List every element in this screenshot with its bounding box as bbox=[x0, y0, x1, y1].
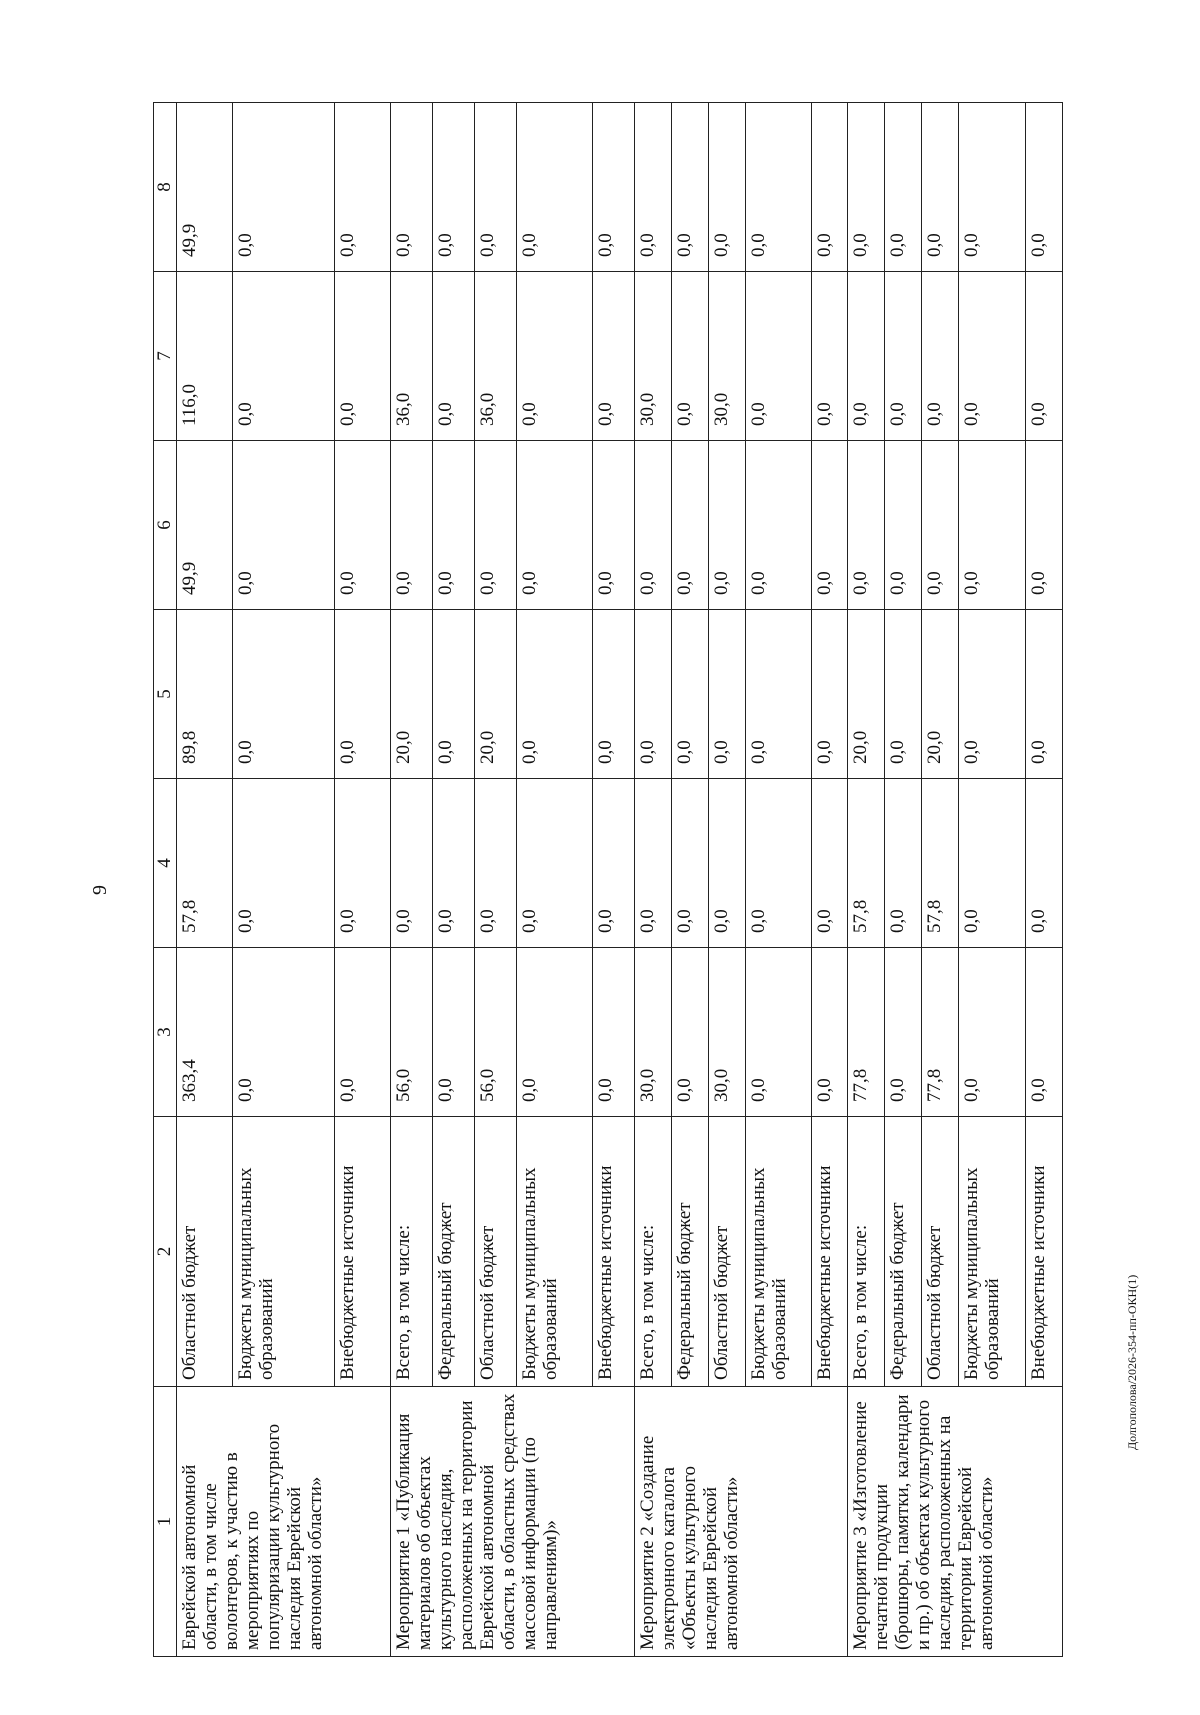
amount-cell: 0,0 bbox=[708, 103, 745, 272]
col-header: 1 bbox=[154, 1387, 177, 1657]
amount-cell: 0,0 bbox=[848, 103, 885, 272]
amount-cell: 0,0 bbox=[433, 948, 475, 1117]
amount-cell: 0,0 bbox=[593, 779, 635, 948]
funding-source: Внебюджетные источники bbox=[593, 1117, 635, 1387]
amount-cell: 0,0 bbox=[1025, 441, 1062, 610]
amount-cell: 20,0 bbox=[848, 610, 885, 779]
funding-source: Областной бюджет bbox=[708, 1117, 745, 1387]
activity-name: Мероприятие 1 «Публикация материалов об объектах культурного наследия, расположенных на территории Еврейской автономной области, в областных средствах массовой информации (по направлениям)» bbox=[391, 1387, 635, 1657]
amount-cell: 0,0 bbox=[335, 272, 391, 441]
funding-source: Внебюджетные источники bbox=[1025, 1117, 1062, 1387]
amount-cell: 0,0 bbox=[335, 441, 391, 610]
amount-cell: 0,0 bbox=[1025, 948, 1062, 1117]
amount-cell: 49,9 bbox=[177, 441, 233, 610]
amount-cell: 0,0 bbox=[1025, 610, 1062, 779]
amount-cell: 0,0 bbox=[233, 610, 335, 779]
table-body bbox=[177, 103, 1063, 1657]
funding-source: Бюджеты муниципальных образований bbox=[745, 1117, 811, 1387]
amount-cell: 20,0 bbox=[475, 610, 517, 779]
amount-cell: 0,0 bbox=[1025, 103, 1062, 272]
amount-cell: 0,0 bbox=[848, 441, 885, 610]
amount-cell: 0,0 bbox=[885, 779, 922, 948]
amount-cell: 0,0 bbox=[811, 103, 848, 272]
table-row bbox=[391, 103, 433, 1657]
amount-cell: 57,8 bbox=[922, 779, 959, 948]
amount-cell: 0,0 bbox=[433, 779, 475, 948]
col-header: 5 bbox=[154, 610, 177, 779]
funding-source: Бюджеты муниципальных образований bbox=[517, 1117, 593, 1387]
amount-cell: 30,0 bbox=[708, 272, 745, 441]
amount-cell: 0,0 bbox=[922, 441, 959, 610]
amount-cell: 57,8 bbox=[177, 779, 233, 948]
amount-cell: 0,0 bbox=[391, 779, 433, 948]
amount-cell: 0,0 bbox=[335, 103, 391, 272]
funding-source: Областной бюджет bbox=[177, 1117, 233, 1387]
amount-cell: 0,0 bbox=[959, 610, 1026, 779]
amount-cell: 0,0 bbox=[475, 441, 517, 610]
amount-cell: 0,0 bbox=[233, 779, 335, 948]
funding-source: Областной бюджет bbox=[922, 1117, 959, 1387]
table-row bbox=[635, 103, 672, 1657]
amount-cell: 0,0 bbox=[635, 610, 672, 779]
col-header: 2 bbox=[154, 1117, 177, 1387]
amount-cell: 56,0 bbox=[391, 948, 433, 1117]
amount-cell: 57,8 bbox=[848, 779, 885, 948]
amount-cell: 0,0 bbox=[811, 272, 848, 441]
amount-cell: 0,0 bbox=[811, 441, 848, 610]
amount-cell: 0,0 bbox=[1025, 779, 1062, 948]
amount-cell: 0,0 bbox=[708, 779, 745, 948]
amount-cell: 49,9 bbox=[177, 103, 233, 272]
amount-cell: 0,0 bbox=[672, 948, 709, 1117]
table-row bbox=[848, 103, 885, 1657]
amount-cell: 0,0 bbox=[233, 272, 335, 441]
amount-cell: 0,0 bbox=[672, 103, 709, 272]
amount-cell: 30,0 bbox=[708, 948, 745, 1117]
amount-cell: 0,0 bbox=[335, 948, 391, 1117]
page-number: 9 bbox=[89, 885, 111, 895]
amount-cell: 0,0 bbox=[885, 103, 922, 272]
col-header: 6 bbox=[154, 441, 177, 610]
funding-table-container bbox=[153, 102, 1063, 1657]
amount-cell: 0,0 bbox=[593, 441, 635, 610]
funding-source: Внебюджетные источники bbox=[335, 1117, 391, 1387]
amount-cell: 0,0 bbox=[391, 441, 433, 610]
funding-source: Бюджеты муниципальных образований bbox=[233, 1117, 335, 1387]
amount-cell: 0,0 bbox=[745, 610, 811, 779]
amount-cell: 0,0 bbox=[635, 103, 672, 272]
amount-cell: 116,0 bbox=[177, 272, 233, 441]
funding-table bbox=[153, 102, 1063, 1657]
amount-cell: 89,8 bbox=[177, 610, 233, 779]
amount-cell: 0,0 bbox=[672, 779, 709, 948]
amount-cell: 0,0 bbox=[708, 610, 745, 779]
col-header: 8 bbox=[154, 103, 177, 272]
amount-cell: 0,0 bbox=[635, 779, 672, 948]
amount-cell: 36,0 bbox=[475, 272, 517, 441]
amount-cell: 0,0 bbox=[745, 272, 811, 441]
amount-cell: 0,0 bbox=[745, 103, 811, 272]
amount-cell: 0,0 bbox=[433, 610, 475, 779]
amount-cell: 0,0 bbox=[475, 103, 517, 272]
amount-cell: 0,0 bbox=[593, 272, 635, 441]
amount-cell: 0,0 bbox=[959, 441, 1026, 610]
amount-cell: 36,0 bbox=[391, 272, 433, 441]
amount-cell: 0,0 bbox=[391, 103, 433, 272]
amount-cell: 0,0 bbox=[745, 441, 811, 610]
amount-cell: 30,0 bbox=[635, 272, 672, 441]
col-header: 3 bbox=[154, 948, 177, 1117]
amount-cell: 0,0 bbox=[959, 779, 1026, 948]
amount-cell: 0,0 bbox=[433, 272, 475, 441]
amount-cell: 0,0 bbox=[517, 103, 593, 272]
funding-source: Всего, в том числе: bbox=[848, 1117, 885, 1387]
amount-cell: 0,0 bbox=[885, 272, 922, 441]
amount-cell: 0,0 bbox=[672, 441, 709, 610]
amount-cell: 0,0 bbox=[635, 441, 672, 610]
activity-name: Еврейской автономной области, в том числе волонтеров, к участию в мероприятиях по популяризации культурного наследия Еврейской автономной области» bbox=[177, 1387, 391, 1657]
amount-cell: 0,0 bbox=[475, 779, 517, 948]
funding-source: Всего, в том числе: bbox=[635, 1117, 672, 1387]
amount-cell: 0,0 bbox=[517, 779, 593, 948]
funding-source: Федеральный бюджет bbox=[433, 1117, 475, 1387]
amount-cell: 0,0 bbox=[959, 948, 1026, 1117]
amount-cell: 0,0 bbox=[672, 610, 709, 779]
amount-cell: 20,0 bbox=[922, 610, 959, 779]
amount-cell: 0,0 bbox=[885, 948, 922, 1117]
amount-cell: 0,0 bbox=[233, 103, 335, 272]
amount-cell: 0,0 bbox=[708, 441, 745, 610]
col-header: 4 bbox=[154, 779, 177, 948]
amount-cell: 363,4 bbox=[177, 948, 233, 1117]
funding-source: Областной бюджет bbox=[475, 1117, 517, 1387]
amount-cell: 0,0 bbox=[433, 103, 475, 272]
amount-cell: 0,0 bbox=[593, 948, 635, 1117]
amount-cell: 0,0 bbox=[517, 948, 593, 1117]
amount-cell: 0,0 bbox=[517, 272, 593, 441]
amount-cell: 0,0 bbox=[433, 441, 475, 610]
funding-source: Федеральный бюджет bbox=[672, 1117, 709, 1387]
amount-cell: 0,0 bbox=[335, 779, 391, 948]
col-header: 7 bbox=[154, 272, 177, 441]
amount-cell: 0,0 bbox=[848, 272, 885, 441]
document-stamp: Долгополова/2026-354-пп-ОКН(1) bbox=[1125, 1274, 1139, 1450]
amount-cell: 0,0 bbox=[885, 441, 922, 610]
amount-cell: 0,0 bbox=[922, 272, 959, 441]
funding-source: Бюджеты муниципальных образований bbox=[959, 1117, 1026, 1387]
amount-cell: 0,0 bbox=[233, 948, 335, 1117]
funding-source: Федеральный бюджет bbox=[885, 1117, 922, 1387]
amount-cell: 0,0 bbox=[811, 610, 848, 779]
amount-cell: 0,0 bbox=[233, 441, 335, 610]
amount-cell: 0,0 bbox=[745, 948, 811, 1117]
amount-cell: 0,0 bbox=[1025, 272, 1062, 441]
amount-cell: 0,0 bbox=[811, 779, 848, 948]
amount-cell: 0,0 bbox=[517, 441, 593, 610]
amount-cell: 0,0 bbox=[593, 610, 635, 779]
header-row bbox=[154, 103, 177, 1657]
amount-cell: 0,0 bbox=[593, 103, 635, 272]
funding-source: Всего, в том числе: bbox=[391, 1117, 433, 1387]
funding-source: Внебюджетные источники bbox=[811, 1117, 848, 1387]
amount-cell: 20,0 bbox=[391, 610, 433, 779]
amount-cell: 30,0 bbox=[635, 948, 672, 1117]
amount-cell: 77,8 bbox=[922, 948, 959, 1117]
amount-cell: 77,8 bbox=[848, 948, 885, 1117]
amount-cell: 0,0 bbox=[745, 779, 811, 948]
activity-name: Мероприятие 2 «Создание электронного каталога «Объекты культурного наследия Еврейской автономной области» bbox=[635, 1387, 848, 1657]
amount-cell: 0,0 bbox=[885, 610, 922, 779]
amount-cell: 0,0 bbox=[959, 103, 1026, 272]
amount-cell: 0,0 bbox=[672, 272, 709, 441]
amount-cell: 0,0 bbox=[922, 103, 959, 272]
table-row bbox=[177, 103, 233, 1657]
amount-cell: 0,0 bbox=[811, 948, 848, 1117]
amount-cell: 0,0 bbox=[959, 272, 1026, 441]
amount-cell: 0,0 bbox=[335, 610, 391, 779]
amount-cell: 0,0 bbox=[517, 610, 593, 779]
activity-name: Мероприятие 3 «Изготовление печатной продукции (брошюры, памятки, календари и пр.) об объектах культурного наследия, расположенных на территории Еврейской автономной области» bbox=[848, 1387, 1063, 1657]
amount-cell: 56,0 bbox=[475, 948, 517, 1117]
